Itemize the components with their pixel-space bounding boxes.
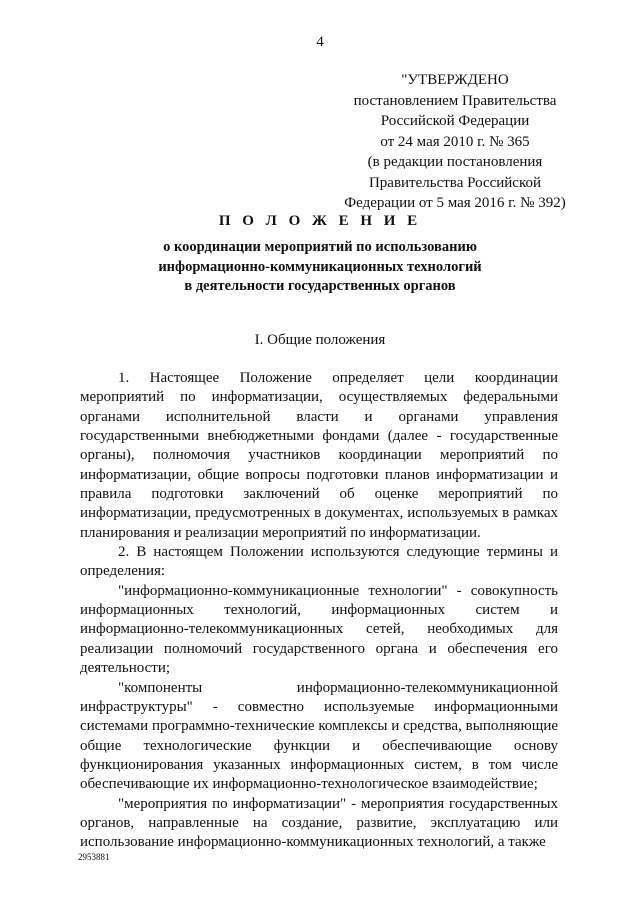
- approval-line: Правительства Российской: [368, 174, 542, 191]
- paragraph-term-measures: "мероприятия по информатизации" - мероприятия государственных органов, направленные на создание, развитие, эксплуатацию или использование информационно-коммуникационных технологий, а также: [80, 795, 558, 851]
- paragraph-term-ict: "информационно-коммуникационные технологии" - совокупность информационных технологий, информационных систем и информационно-телекоммуникационных сетей, необходимых для реализации полномочий государственного органа и обеспечения его деятельности;: [80, 582, 558, 677]
- paragraph-term-infrastructure: "компоненты информационно-телекоммуникационной инфраструктуры" - совместно используемые информационными системами программно-технические комплексы и средства, выполняющие общие технологические функции и обеспечивающие основу функционирования указанных информационных систем, в том числе обеспечивающие их информационно-технологическое взаимодействие;: [80, 679, 558, 793]
- page-number: 4: [316, 34, 324, 50]
- approval-line: от 24 мая 2010 г. № 365: [380, 133, 530, 150]
- body-text: [80, 369, 558, 853]
- approval-line: "УТВЕРЖДЕНО: [401, 72, 509, 88]
- approval-line: постановлением Правительства: [353, 92, 557, 109]
- section-heading: I. Общие положения: [254, 332, 386, 348]
- document-code: 2953881: [78, 852, 110, 862]
- approval-line: Федерации от 5 мая 2016 г. № 392): [344, 195, 566, 211]
- subtitle-line: о координации мероприятий по использованию: [163, 239, 477, 255]
- approval-line: (в редакции постановления: [367, 154, 543, 170]
- paragraph-1: 1. Настоящее Положение определяет цели координации мероприятий по информатизации, осуществляемых федеральными органами исполнительной власти и органами управления государственными внебюджетными фондами (далее - государственные органы), полномочия участников координации мероприятий по информатизации, общие вопросы подготовки планов информатизации и правила подготовки заключений об оценке мероприятий по информатизации, предусмотренных в документах, используемых в рамках планирования и реализации мероприятий по информатизации.: [80, 370, 558, 541]
- document-title: П О Л О Ж Е Н И Е: [218, 213, 422, 229]
- subtitle-line: информационно-коммуникационных технологий: [158, 258, 482, 275]
- approval-stamp: [330, 70, 580, 214]
- subtitle-line: в деятельности государственных органов: [184, 278, 456, 294]
- approval-line: Российской Федерации: [380, 113, 530, 129]
- paragraph-2: 2. В настоящем Положении используются следующие термины и определения:: [80, 544, 558, 580]
- document-subtitle: [0, 238, 640, 297]
